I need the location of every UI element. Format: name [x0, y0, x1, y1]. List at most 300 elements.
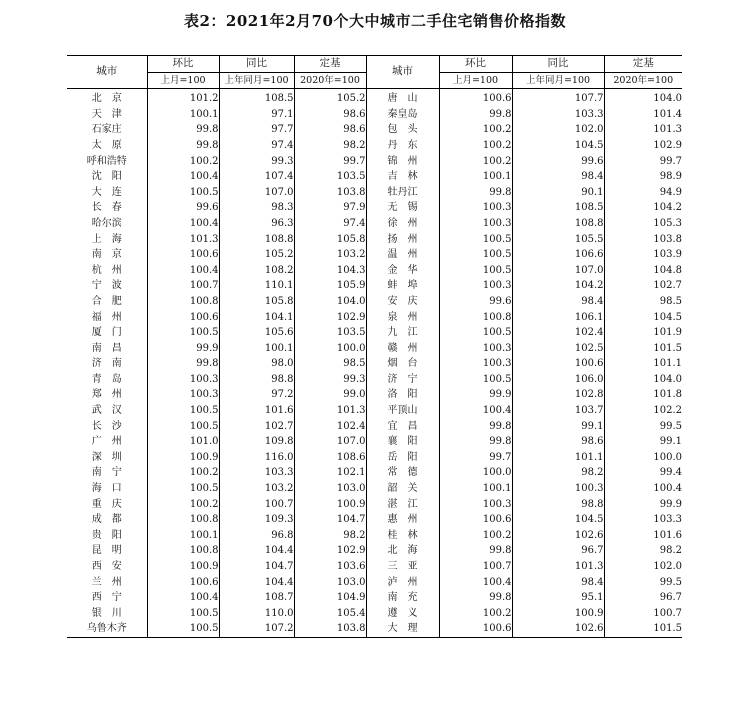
base-right-cell: 101.8: [604, 387, 682, 403]
base-left-cell: 102.9: [294, 543, 366, 559]
table-row: [67, 575, 682, 591]
mom-right-cell: 100.4: [439, 403, 512, 419]
city-right-cell: 包 头: [366, 122, 439, 138]
yoy-left-cell: 97.1: [219, 107, 294, 123]
city-left-cell: 武 汉: [91, 405, 122, 417]
base-right-cell: 101.5: [604, 341, 682, 357]
city-left-cell: 郑 州: [91, 389, 122, 401]
city-left-cell: 南 昌: [91, 342, 122, 354]
base-right-cell: 101.4: [604, 107, 682, 123]
city-right-cell: 锦 州: [366, 154, 439, 170]
yoy-left-cell: 103.3: [219, 465, 294, 481]
base-right-cell: 98.2: [604, 543, 682, 559]
yoy-right-cell: 102.6: [512, 528, 604, 544]
base-right-cell: 101.3: [604, 122, 682, 138]
table-row: [67, 122, 682, 138]
mom-right-cell: 100.5: [439, 325, 512, 341]
yoy-left-cell: 108.2: [219, 263, 294, 279]
table-row: [67, 621, 682, 637]
yoy-left-cell: 104.4: [219, 575, 294, 591]
mom-left-cell: 100.5: [147, 185, 219, 201]
base-left-cell: 108.6: [294, 450, 366, 466]
table-row: [67, 356, 682, 372]
base-right-cell: 104.0: [604, 372, 682, 388]
yoy-left-cell: 104.4: [219, 543, 294, 559]
table-row: [67, 481, 682, 497]
yoy-right-cell: 98.4: [512, 169, 604, 185]
base-right-cell: 100.0: [604, 450, 682, 466]
base-right-cell: 104.5: [604, 310, 682, 326]
city-left-cell: 北 京: [91, 93, 122, 105]
city-left-cell: 青 岛: [91, 373, 122, 385]
yoy-right-cell: 101.3: [512, 559, 604, 575]
city-right-cell: 平顶山: [366, 403, 439, 419]
yoy-left-cell: 96.8: [219, 528, 294, 544]
mom-right-cell: 100.2: [439, 154, 512, 170]
table-row: [67, 450, 682, 466]
base-left-cell: 105.9: [294, 278, 366, 294]
table-row: [67, 263, 682, 279]
base-right-cell: 102.7: [604, 278, 682, 294]
city-left-cell: 南 宁: [91, 467, 122, 479]
base-right-cell: 103.9: [604, 247, 682, 263]
city-right-cell: 烟 台: [366, 356, 439, 372]
yoy-left-cell: 108.7: [219, 590, 294, 606]
mom-left-cell: 100.4: [147, 590, 219, 606]
base-right-cell: 105.3: [604, 216, 682, 232]
base-left-cell: 102.4: [294, 419, 366, 435]
base-left-cell: 102.1: [294, 465, 366, 481]
base-left-cell: 103.8: [294, 185, 366, 201]
yoy-right-cell: 102.8: [512, 387, 604, 403]
base-left-cell: 104.9: [294, 590, 366, 606]
city-right-cell: 赣 州: [366, 341, 439, 357]
table-row: [67, 232, 682, 248]
city-right-cell: 吉 林: [366, 169, 439, 185]
city-left-cell: 上 海: [91, 233, 122, 245]
header-fixed-base-left: 2020年=100: [294, 72, 366, 89]
base-right-cell: 98.9: [604, 169, 682, 185]
mom-left-cell: 100.3: [147, 387, 219, 403]
mom-right-cell: 100.3: [439, 200, 512, 216]
mom-right-cell: 100.3: [439, 497, 512, 513]
mom-left-cell: 100.5: [147, 606, 219, 622]
header-city-right: 城市: [366, 56, 439, 89]
city-left-cell: 济 南: [91, 358, 122, 370]
city-right-cell: 洛 阳: [366, 387, 439, 403]
mom-left-cell: 100.6: [147, 310, 219, 326]
mom-right-cell: 99.8: [439, 419, 512, 435]
mom-left-cell: 99.8: [147, 122, 219, 138]
mom-right-cell: 100.5: [439, 372, 512, 388]
mom-left-cell: 100.2: [147, 465, 219, 481]
city-right-cell: 常 德: [366, 465, 439, 481]
yoy-right-cell: 98.2: [512, 465, 604, 481]
table-row: [67, 341, 682, 357]
base-right-cell: 103.3: [604, 512, 682, 528]
yoy-left-cell: 107.2: [219, 621, 294, 637]
city-right-cell: 南 充: [366, 590, 439, 606]
mom-right-cell: 100.5: [439, 263, 512, 279]
yoy-left-cell: 109.3: [219, 512, 294, 528]
base-right-cell: 101.5: [604, 621, 682, 637]
mom-right-cell: 99.6: [439, 294, 512, 310]
yoy-right-cell: 107.7: [512, 89, 604, 107]
base-left-cell: 98.2: [294, 138, 366, 154]
city-right-cell: 宜 昌: [366, 419, 439, 435]
mom-right-cell: 100.2: [439, 138, 512, 154]
mom-left-cell: 99.8: [147, 138, 219, 154]
city-left-cell: 海 口: [91, 483, 122, 495]
table-title: 表2：2021年2月70个大中城市二手住宅销售价格指数: [184, 12, 566, 30]
mom-right-cell: 100.5: [439, 247, 512, 263]
yoy-right-cell: 102.6: [512, 621, 604, 637]
base-right-cell: 98.5: [604, 294, 682, 310]
city-right-cell: 泉 州: [366, 310, 439, 326]
city-right-cell: 唐 山: [366, 89, 439, 107]
base-left-cell: 98.6: [294, 122, 366, 138]
yoy-left-cell: 105.8: [219, 294, 294, 310]
yoy-right-cell: 95.1: [512, 590, 604, 606]
mom-right-cell: 100.7: [439, 559, 512, 575]
yoy-right-cell: 107.0: [512, 263, 604, 279]
table-row: [67, 372, 682, 388]
base-left-cell: 103.2: [294, 247, 366, 263]
city-right-cell: 襄 阳: [366, 434, 439, 450]
table-row: [67, 216, 682, 232]
city-left-cell: 石家庄: [91, 124, 122, 136]
base-left-cell: 97.4: [294, 216, 366, 232]
mom-left-cell: 99.8: [147, 356, 219, 372]
mom-right-cell: 100.3: [439, 341, 512, 357]
city-left-cell: 宁 波: [91, 280, 122, 292]
yoy-right-cell: 101.1: [512, 450, 604, 466]
city-left-cell: 太 原: [91, 139, 122, 151]
city-right-cell: 桂 林: [366, 528, 439, 544]
mom-right-cell: 100.3: [439, 216, 512, 232]
yoy-left-cell: 98.0: [219, 356, 294, 372]
mom-right-cell: 100.1: [439, 169, 512, 185]
base-left-cell: 98.6: [294, 107, 366, 123]
yoy-left-cell: 108.5: [219, 89, 294, 107]
base-right-cell: 104.2: [604, 200, 682, 216]
city-right-cell: 泸 州: [366, 575, 439, 591]
yoy-left-cell: 97.4: [219, 138, 294, 154]
table-row: [67, 465, 682, 481]
yoy-left-cell: 100.7: [219, 497, 294, 513]
yoy-right-cell: 90.1: [512, 185, 604, 201]
mom-left-cell: 99.6: [147, 200, 219, 216]
mom-left-cell: 101.3: [147, 232, 219, 248]
mom-right-cell: 99.8: [439, 434, 512, 450]
city-left-cell: 长 春: [91, 202, 122, 214]
mom-left-cell: 100.7: [147, 278, 219, 294]
header-city-left: 城市: [67, 56, 147, 89]
mom-left-cell: 100.5: [147, 419, 219, 435]
city-left-cell: 银 川: [91, 607, 122, 619]
yoy-left-cell: 101.6: [219, 403, 294, 419]
table-row: [67, 278, 682, 294]
yoy-right-cell: 98.8: [512, 497, 604, 513]
base-left-cell: 105.2: [294, 89, 366, 107]
table-row: [67, 294, 682, 310]
yoy-left-cell: 107.4: [219, 169, 294, 185]
yoy-right-cell: 99.1: [512, 419, 604, 435]
base-left-cell: 98.5: [294, 356, 366, 372]
header-mom-base-left: 上月=100: [147, 72, 219, 89]
header-row-1: [67, 56, 682, 73]
table-row: [67, 528, 682, 544]
base-left-cell: 105.8: [294, 232, 366, 248]
city-right-cell: 无 锡: [366, 200, 439, 216]
yoy-left-cell: 116.0: [219, 450, 294, 466]
base-left-cell: 107.0: [294, 434, 366, 450]
base-left-cell: 103.8: [294, 621, 366, 637]
header-mom-right: 环比: [439, 56, 512, 73]
city-left-cell: 兰 州: [91, 576, 122, 588]
yoy-right-cell: 100.6: [512, 356, 604, 372]
mom-left-cell: 100.9: [147, 450, 219, 466]
city-right-cell: 岳 阳: [366, 450, 439, 466]
city-left-cell: 深 圳: [91, 451, 122, 463]
table-row: [67, 434, 682, 450]
mom-right-cell: 100.2: [439, 606, 512, 622]
base-left-cell: 103.0: [294, 481, 366, 497]
yoy-right-cell: 103.3: [512, 107, 604, 123]
mom-right-cell: 99.9: [439, 387, 512, 403]
city-left-cell: 长 沙: [91, 420, 122, 432]
base-right-cell: 103.8: [604, 232, 682, 248]
city-left-cell: 沈 阳: [91, 171, 122, 183]
city-left-cell: 呼和浩特: [86, 155, 127, 167]
header-fixed-base-right: 2020年=100: [604, 72, 682, 89]
base-right-cell: 102.9: [604, 138, 682, 154]
base-right-cell: 104.8: [604, 263, 682, 279]
city-left-cell: 杭 州: [91, 264, 122, 276]
city-right-cell: 牡丹江: [366, 185, 439, 201]
yoy-left-cell: 97.2: [219, 387, 294, 403]
base-left-cell: 99.3: [294, 372, 366, 388]
base-left-cell: 103.6: [294, 559, 366, 575]
city-left-cell: 福 州: [91, 311, 122, 323]
yoy-right-cell: 106.0: [512, 372, 604, 388]
table-row: [67, 185, 682, 201]
mom-right-cell: 100.3: [439, 278, 512, 294]
base-left-cell: 103.5: [294, 169, 366, 185]
yoy-left-cell: 110.1: [219, 278, 294, 294]
mom-right-cell: 99.8: [439, 107, 512, 123]
yoy-right-cell: 98.4: [512, 294, 604, 310]
mom-right-cell: 100.5: [439, 232, 512, 248]
city-right-cell: 九 江: [366, 325, 439, 341]
mom-right-cell: 100.2: [439, 122, 512, 138]
table-row: [67, 169, 682, 185]
yoy-right-cell: 102.4: [512, 325, 604, 341]
city-left-cell: 厦 门: [91, 327, 122, 339]
table-row: [67, 559, 682, 575]
base-left-cell: 104.3: [294, 263, 366, 279]
yoy-left-cell: 102.7: [219, 419, 294, 435]
base-right-cell: 99.9: [604, 497, 682, 513]
yoy-right-cell: 102.5: [512, 341, 604, 357]
city-left-cell: 西 安: [91, 561, 122, 572]
mom-left-cell: 100.2: [147, 154, 219, 170]
base-left-cell: 105.4: [294, 606, 366, 622]
base-right-cell: 99.4: [604, 465, 682, 481]
table-body: [67, 89, 682, 638]
city-left-cell: 乌鲁木齐: [67, 621, 147, 637]
base-right-cell: 101.9: [604, 325, 682, 341]
mom-right-cell: 100.6: [439, 621, 512, 637]
yoy-right-cell: 105.5: [512, 232, 604, 248]
city-left-cell: 大 连: [91, 186, 122, 198]
table-row: [67, 200, 682, 216]
mom-left-cell: 100.6: [147, 247, 219, 263]
mom-left-cell: 100.2: [147, 497, 219, 513]
base-left-cell: 100.0: [294, 341, 366, 357]
yoy-right-cell: 99.6: [512, 154, 604, 170]
mom-left-cell: 100.4: [147, 169, 219, 185]
yoy-right-cell: 98.4: [512, 575, 604, 591]
mom-left-cell: 100.1: [147, 528, 219, 544]
city-right-cell: 安 庆: [366, 294, 439, 310]
base-right-cell: 99.1: [604, 434, 682, 450]
yoy-left-cell: 107.0: [219, 185, 294, 201]
city-right-cell: 三 亚: [366, 559, 439, 575]
city-left-cell: 合 肥: [91, 295, 122, 307]
header-base-right: 定基: [604, 56, 682, 73]
yoy-right-cell: 104.2: [512, 278, 604, 294]
city-right-cell: 蚌 埠: [366, 278, 439, 294]
mom-right-cell: 100.6: [439, 512, 512, 528]
yoy-left-cell: 96.3: [219, 216, 294, 232]
base-left-cell: 104.7: [294, 512, 366, 528]
table-row: [67, 590, 682, 606]
table-row: [67, 512, 682, 528]
yoy-left-cell: 104.1: [219, 310, 294, 326]
yoy-left-cell: 98.3: [219, 200, 294, 216]
yoy-left-cell: 100.1: [219, 341, 294, 357]
yoy-left-cell: 108.8: [219, 232, 294, 248]
city-left-cell: 哈尔滨: [91, 217, 122, 229]
base-left-cell: 103.5: [294, 325, 366, 341]
mom-right-cell: 100.6: [439, 89, 512, 107]
table-row: [67, 138, 682, 154]
mom-right-cell: 99.8: [439, 543, 512, 559]
yoy-right-cell: 96.7: [512, 543, 604, 559]
city-left-cell: 南 京: [91, 249, 122, 261]
yoy-right-cell: 103.7: [512, 403, 604, 419]
city-right-cell: 温 州: [366, 247, 439, 263]
mom-left-cell: 100.8: [147, 294, 219, 310]
yoy-right-cell: 102.0: [512, 122, 604, 138]
yoy-left-cell: 97.7: [219, 122, 294, 138]
header-yoy-left: 同比: [219, 56, 294, 73]
city-right-cell: 大 理: [366, 621, 439, 637]
base-right-cell: 99.5: [604, 419, 682, 435]
base-right-cell: 104.0: [604, 89, 682, 107]
yoy-right-cell: 104.5: [512, 512, 604, 528]
yoy-left-cell: 104.7: [219, 559, 294, 575]
city-left-cell: 贵 阳: [91, 529, 122, 541]
yoy-left-cell: 109.8: [219, 434, 294, 450]
header-yoy-base-left: 上年同月=100: [219, 72, 294, 89]
base-right-cell: 99.5: [604, 575, 682, 591]
table-row: [67, 107, 682, 123]
mom-right-cell: 99.7: [439, 450, 512, 466]
base-left-cell: 100.9: [294, 497, 366, 513]
yoy-left-cell: 105.2: [219, 247, 294, 263]
yoy-right-cell: 106.1: [512, 310, 604, 326]
yoy-right-cell: 100.3: [512, 481, 604, 497]
base-left-cell: 101.3: [294, 403, 366, 419]
city-left-cell: 西 宁: [91, 592, 122, 604]
mom-right-cell: 100.2: [439, 528, 512, 544]
base-left-cell: 97.9: [294, 200, 366, 216]
base-right-cell: 100.7: [604, 606, 682, 622]
yoy-left-cell: 110.0: [219, 606, 294, 622]
base-left-cell: 99.0: [294, 387, 366, 403]
base-right-cell: 102.0: [604, 559, 682, 575]
yoy-right-cell: 104.5: [512, 138, 604, 154]
city-right-cell: 济 宁: [366, 372, 439, 388]
mom-left-cell: 100.5: [147, 403, 219, 419]
mom-left-cell: 100.6: [147, 575, 219, 591]
table-row: [67, 89, 682, 107]
price-index-table: [67, 55, 682, 638]
city-right-cell: 湛 江: [366, 497, 439, 513]
mom-right-cell: 100.8: [439, 310, 512, 326]
yoy-right-cell: 108.5: [512, 200, 604, 216]
mom-left-cell: 100.5: [147, 621, 219, 637]
city-right-cell: 秦皇岛: [366, 107, 439, 123]
mom-right-cell: 99.8: [439, 185, 512, 201]
mom-right-cell: 100.3: [439, 356, 512, 372]
header-mom-base-right: 上月=100: [439, 72, 512, 89]
base-right-cell: 94.9: [604, 185, 682, 201]
mom-left-cell: 100.3: [147, 372, 219, 388]
base-right-cell: 96.7: [604, 590, 682, 606]
base-left-cell: 99.7: [294, 154, 366, 170]
city-left-cell: 广 州: [91, 436, 122, 448]
city-right-cell: 金 华: [366, 263, 439, 279]
table-row: [67, 606, 682, 622]
header-yoy-right: 同比: [512, 56, 604, 73]
base-right-cell: 100.4: [604, 481, 682, 497]
base-right-cell: 101.1: [604, 356, 682, 372]
mom-left-cell: 100.5: [147, 481, 219, 497]
city-right-cell: 徐 州: [366, 216, 439, 232]
table-row: [67, 325, 682, 341]
yoy-left-cell: 98.8: [219, 372, 294, 388]
base-right-cell: 99.7: [604, 154, 682, 170]
header-base-left: 定基: [294, 56, 366, 73]
base-left-cell: 102.9: [294, 310, 366, 326]
city-right-cell: 惠 州: [366, 512, 439, 528]
yoy-right-cell: 100.9: [512, 606, 604, 622]
table-row: [67, 310, 682, 326]
base-left-cell: 104.0: [294, 294, 366, 310]
city-left-cell: 天 津: [91, 108, 122, 120]
yoy-left-cell: 103.2: [219, 481, 294, 497]
table-row: [67, 419, 682, 435]
mom-right-cell: 100.1: [439, 481, 512, 497]
yoy-right-cell: 106.6: [512, 247, 604, 263]
base-right-cell: 101.6: [604, 528, 682, 544]
table-row: [67, 403, 682, 419]
mom-left-cell: 100.4: [147, 263, 219, 279]
table-row: [67, 543, 682, 559]
